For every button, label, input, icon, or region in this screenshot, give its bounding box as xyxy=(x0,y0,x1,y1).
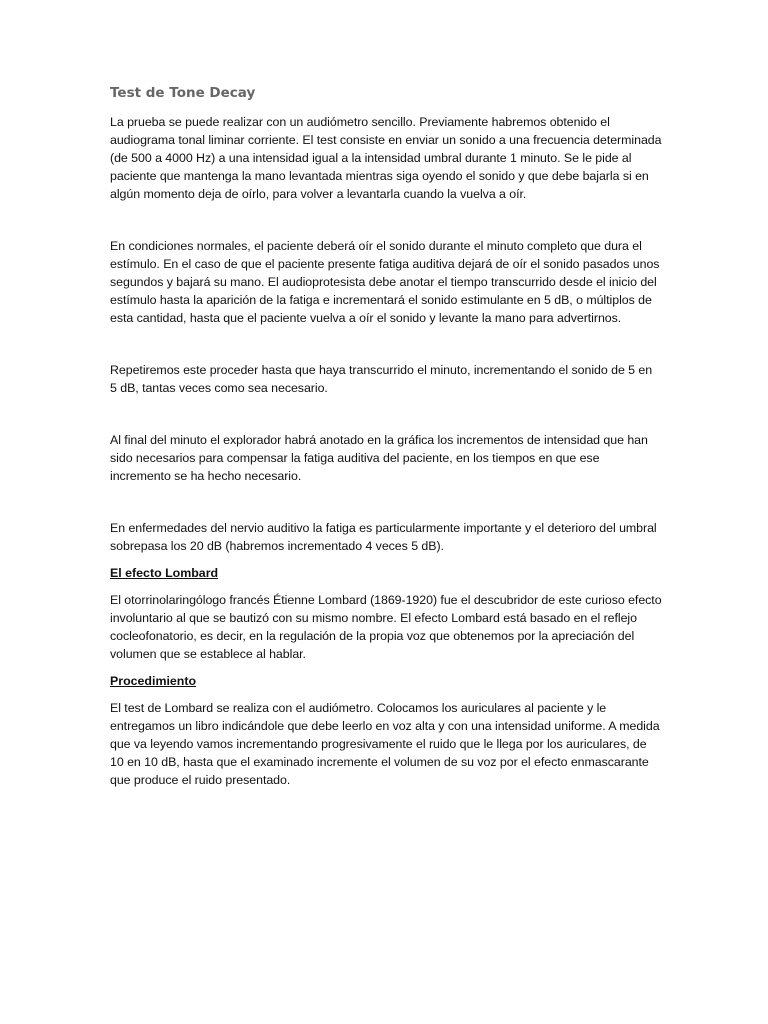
spacer xyxy=(110,690,662,699)
paragraph-lombard-test: El test de Lombard se realiza con el audiómetro. Colocamos los auriculares al paciente y le entregamos un libro indicándole que debe leerlo en voz alta y con una intensidad uniforme. A medida que va leyendo vamos incrementando progresivamente el ruido que le llega por los auriculares, de 10 en 10 dB, hasta que el examinado incremente el volumen de su voz por el efecto enmascarante que produce el ruido presentado. xyxy=(110,701,660,787)
spacer xyxy=(110,582,662,591)
paragraph-lombard-description: El otorrinolaringólogo francés Étienne Lombard (1869-1920) fue el descubridor de este curioso efecto involuntario al que se bautizó con su mismo nombre. El efecto Lombard está basado en el reflejo cocleofonatorio, es decir, en la regulación de la propia voz que obtenemos por la apreciación del volumen que se establece al hablar. xyxy=(110,593,662,661)
paragraph-repeat: Repetiremos este proceder hasta que haya transcurrido el minuto, incrementando el sonido de 5 en 5 dB, tantas veces como sea necesario. xyxy=(110,363,653,395)
paragraph-nerve-disease: En enfermedades del nervio auditivo la fatiga es particularmente importante y el deterioro del umbral sobrepasa los 20 dB (habremos incrementado 4 veces 5 dB). xyxy=(110,521,657,553)
spacer xyxy=(110,663,662,672)
spacer xyxy=(110,327,662,361)
heading-procedure: Procedimiento xyxy=(110,674,197,688)
paragraph-end-minute: Al final del minuto el explorador habrá anotado en la gráfica los incrementos de intensidad que han sido necesarios para compensar la fatiga auditiva del paciente, en los tiempos en que ese incremento se ha hecho necesario. xyxy=(110,433,648,483)
document-page xyxy=(110,84,662,789)
paragraph-normal-conditions: En condiciones normales, el paciente deberá oír el sonido durante el minuto completo que dura el estímulo. En el caso de que el paciente presente fatiga auditiva dejará de oír el sonido pasados unos segundos y bajará su mano. El audioprotesista debe anotar el tiempo transcurrido desde el inicio del estímulo hasta la aparición de la fatiga e incrementará el sonido estimulante en 5 dB, o múltiplos de esta cantidad, hasta que el paciente vuelva a oír el sonido y levante la mano para advertirnos. xyxy=(110,239,660,325)
spacer xyxy=(110,485,662,519)
spacer xyxy=(110,203,662,237)
spacer xyxy=(110,397,662,431)
spacer xyxy=(110,555,662,564)
document-title: Test de Tone Decay xyxy=(110,85,256,101)
paragraph-procedure-intro: La prueba se puede realizar con un audiómetro sencillo. Previamente habremos obtenido el audiograma tonal liminar corriente. El test consiste en enviar un sonido a una frecuencia determinada (de 500 a 4000 Hz) a una intensidad igual a la intensidad umbral durante 1 minuto. Se le pide al paciente que mantenga la mano levantada mientras siga oyendo el sonido y que debe bajarla si en algún momento deja de oírlo, para volver a levantarla cuando la vuelva a oír. xyxy=(110,115,662,201)
heading-lombard-effect: El efecto Lombard xyxy=(110,566,219,580)
